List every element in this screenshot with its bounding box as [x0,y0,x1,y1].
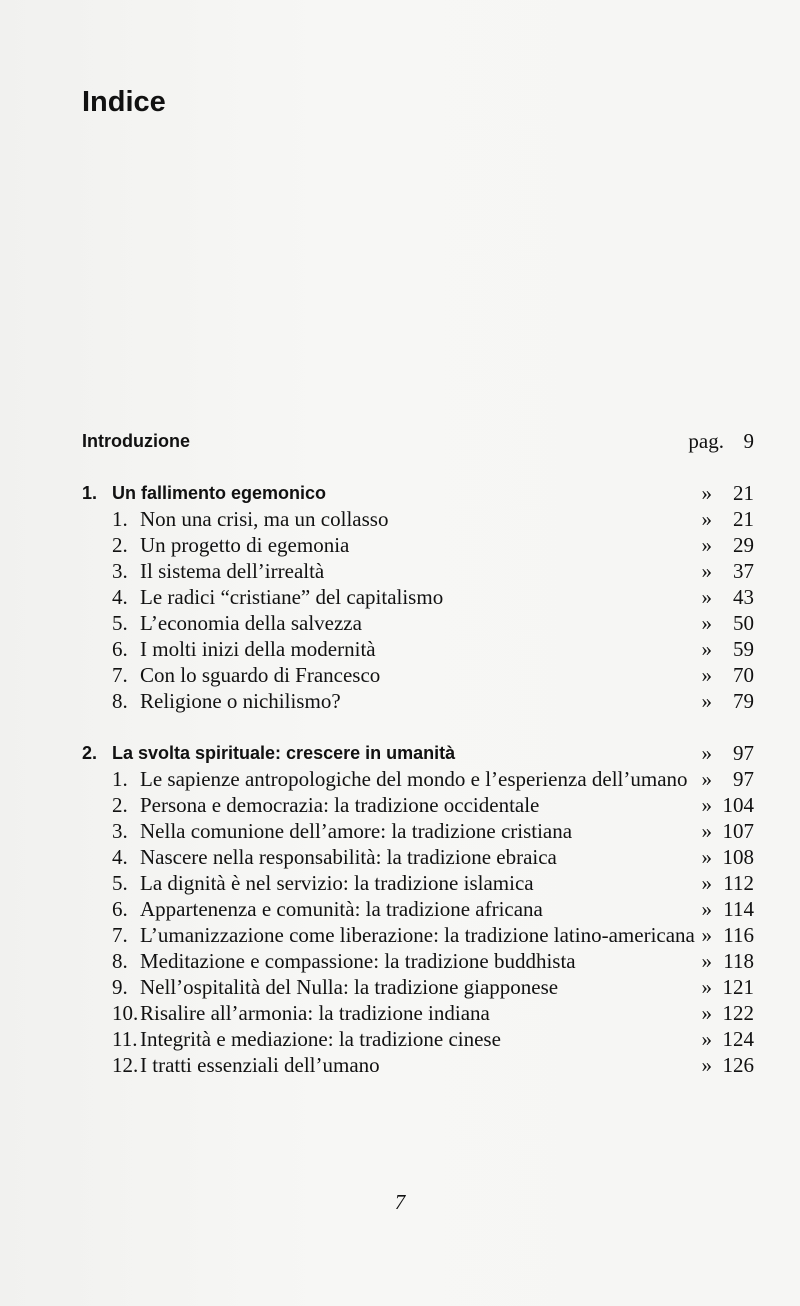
toc-page-marker: » [701,923,712,947]
toc-section-label: Con lo sguardo di Francesco [140,663,381,687]
toc-page-number: 108 [722,845,754,869]
toc-page-marker: » [701,1053,712,1077]
toc-section [82,844,754,870]
toc-section-number: 11. [112,1027,138,1051]
toc-section-number: 10. [112,1001,139,1025]
toc-page-marker: » [701,507,712,531]
toc-section-label: Nella comunione dell’amore: la tradizione cristiana [140,819,573,843]
page-number: 7 [394,1190,406,1214]
toc-section [82,688,754,714]
toc-page-number: 59 [733,637,754,661]
toc-page-number: 107 [722,819,754,843]
toc-page-number: 97 [733,767,754,791]
toc-section-label: Nascere nella responsabilità: la tradizione ebraica [140,845,557,869]
toc-section [82,610,754,636]
toc-page-marker: » [701,845,712,869]
toc-page-number: 97 [733,741,754,765]
toc-section [82,870,754,896]
toc-section [82,974,754,1000]
toc-section [82,558,754,584]
toc-page-number: 37 [733,559,754,583]
toc-page-marker: » [701,975,712,999]
toc-chapter-number: 2. [82,743,98,763]
toc-section [82,1052,754,1078]
toc-page-marker: » [701,793,712,817]
toc-page-marker: » [701,819,712,843]
toc-section [82,792,754,818]
toc-section-number: 7. [112,663,128,687]
toc-page-marker: » [701,689,712,713]
toc-page-marker: » [701,897,712,921]
toc-section-label: La dignità è nel servizio: la tradizione islamica [140,871,534,895]
toc-section-number: 3. [112,559,128,583]
toc-section-label: Risalire all’armonia: la tradizione indiana [140,1001,490,1025]
toc-section-number: 2. [112,533,128,557]
toc-page-number: 70 [733,663,754,687]
toc-entry-label: Introduzione [82,431,190,451]
toc-section [82,1026,754,1052]
toc-section [82,818,754,844]
page-title: Indice [82,86,166,118]
toc-page-marker: » [701,741,712,765]
toc-page-marker: pag. [688,429,724,453]
toc-section [82,766,754,792]
toc-chapter-1 [82,480,754,506]
toc-section-number: 1. [112,507,128,531]
toc-page-number: 112 [723,871,754,895]
toc-chapter-label: Un fallimento egemonico [112,483,327,503]
toc-section-number: 7. [112,923,128,947]
toc-chapter-number: 1. [82,483,98,503]
toc-page-marker: » [701,1001,712,1025]
toc-section-number: 8. [112,949,128,973]
toc-page-marker: » [701,637,712,661]
toc-section-label: Il sistema dell’irrealtà [140,559,325,583]
toc-page-marker: » [701,949,712,973]
toc-page-number: 29 [733,533,754,557]
toc-section [82,922,754,948]
table-of-contents [82,428,754,1078]
toc-chapter-2 [82,740,754,766]
toc-page-marker: » [701,559,712,583]
toc-section-number: 4. [112,845,128,869]
toc-section-label: Le radici “cristiane” del capitalismo [140,585,444,609]
toc-section-number: 5. [112,871,128,895]
toc-section [82,948,754,974]
toc-section-label: Persona e democrazia: la tradizione occidentale [140,793,540,817]
toc-section-number: 6. [112,897,128,921]
toc-section-label: Religione o nichilismo? [140,689,341,713]
toc-section-number: 5. [112,611,128,635]
toc-section-number: 3. [112,819,128,843]
toc-section-label: Appartenenza e comunità: la tradizione africana [140,897,543,921]
toc-section-label: Un progetto di egemonia [140,533,350,557]
toc-section [82,532,754,558]
toc-page-number: 122 [722,1001,754,1025]
toc-section-label: Meditazione e compassione: la tradizione buddhista [140,949,576,973]
toc-page-marker: » [701,663,712,687]
toc-page-marker: » [701,1027,712,1051]
toc-section [82,662,754,688]
toc-section-number: 8. [112,689,128,713]
toc-page-number: 21 [733,507,754,531]
toc-section-number: 2. [112,793,128,817]
toc-section-label: L’economia della salvezza [140,611,362,635]
toc-page-marker: » [701,767,712,791]
toc-section-number: 12. [112,1053,139,1077]
toc-section-number: 9. [112,975,128,999]
toc-page-number: 116 [723,923,754,947]
toc-section-label: I molti inizi della modernità [140,637,376,661]
toc-page-number: 9 [743,429,754,453]
toc-section-label: Integrità e mediazione: la tradizione cinese [140,1027,501,1051]
toc-section-number: 1. [112,767,128,791]
toc-page-number: 126 [722,1053,754,1077]
toc-section [82,584,754,610]
toc-page-number: 121 [722,975,754,999]
toc-section-label: Non una crisi, ma un collasso [140,507,389,531]
toc-page-number: 50 [733,611,754,635]
toc-entry-introduction [82,428,754,454]
toc-page-marker: » [701,585,712,609]
toc-section [82,1000,754,1026]
toc-page-marker: » [701,533,712,557]
toc-page-marker: » [701,611,712,635]
toc-page-number: 124 [722,1027,754,1051]
toc-section [82,896,754,922]
toc-section-number: 4. [112,585,128,609]
toc-section-number: 6. [112,637,128,661]
toc-section [82,506,754,532]
toc-section-label: I tratti essenziali dell’umano [140,1053,380,1077]
toc-page-number: 104 [722,793,754,817]
toc-page-marker: » [701,871,712,895]
toc-section-label: L’umanizzazione come liberazione: la tradizione latino-americana [140,923,695,947]
toc-page-marker: » [701,481,712,505]
toc-section-label: Nell’ospitalità del Nulla: la tradizione giapponese [140,975,559,999]
toc-page-number: 43 [733,585,754,609]
toc-page-number: 79 [733,689,754,713]
toc-chapter-label: La svolta spirituale: crescere in umanità [112,743,456,763]
toc-page-number: 118 [723,949,754,973]
toc-section-label: Le sapienze antropologiche del mondo e l’esperienza dell’umano [140,767,688,791]
toc-page-number: 21 [733,481,754,505]
toc-page-number: 114 [723,897,754,921]
toc-section [82,636,754,662]
